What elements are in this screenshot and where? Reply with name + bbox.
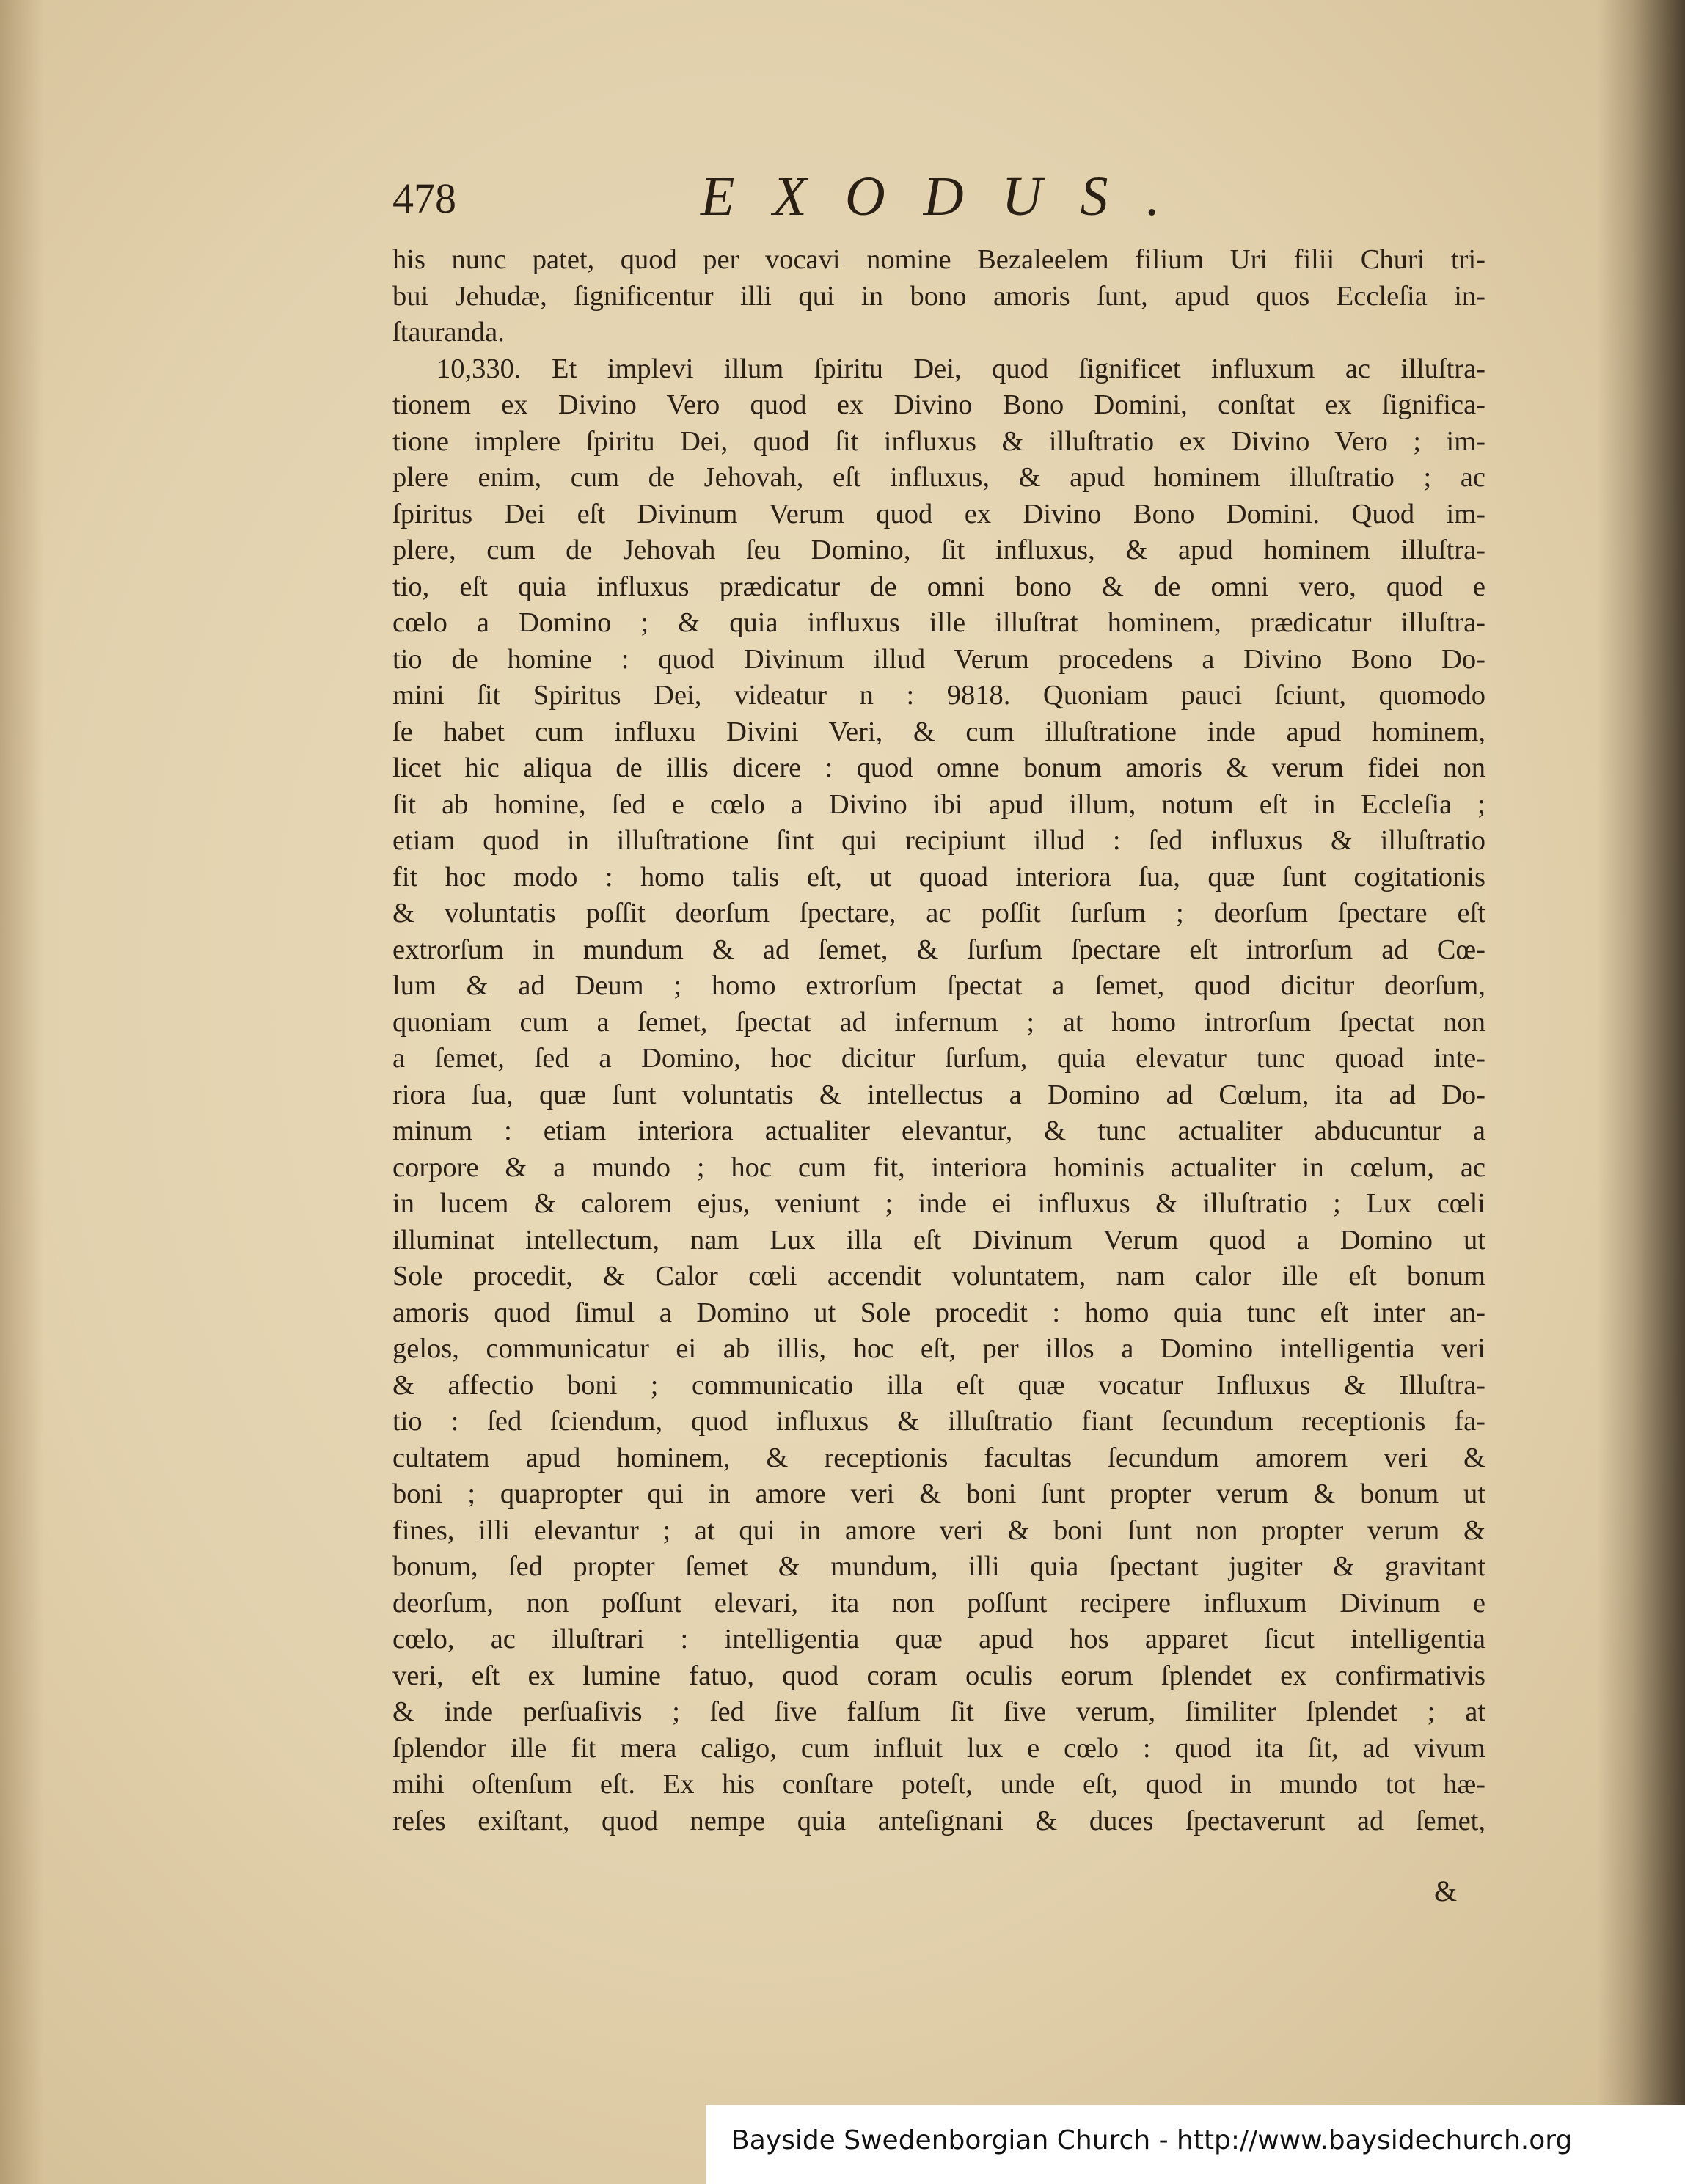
text-line: minum : etiam interiora actualiter elevantur, & tunc actualiter abducuntur a (392, 1115, 1485, 1146)
text-line: ſe habet cum influxu Divini Veri, & cum illuſtratione inde apud hominem, (392, 716, 1485, 747)
text-line: tio : ſed ſciendum, quod influxus & illuſtratio fiant ſecundum receptionis fa- (392, 1406, 1485, 1437)
text-line: amoris quod ſimul a Domino ut Sole procedit : homo quia tunc eſt inter an- (392, 1297, 1485, 1328)
text-line: & affectio boni ; communicatio illa eſt quæ vocatur Influxus & Illuſtra- (392, 1369, 1485, 1401)
page-left-edge (0, 0, 44, 2184)
text-line: reſes exiſtant, quod nempe quia anteſignani & duces ſpectaverunt ad ſemet, (392, 1805, 1485, 1836)
text-line: corpore & a mundo ; hoc cum fit, interiora hominis actualiter in cœlum, ac (392, 1151, 1485, 1183)
text-line: cœlo a Domino ; & quia influxus ille illuſtrat hominem, prædicatur illuſtra- (392, 607, 1485, 638)
text-line: ſit ab homine, ſed e cœlo a Divino ibi apud illum, notum eſt in Eccleſia ; (392, 788, 1485, 820)
text-line: riora ſua, quæ ſunt voluntatis & intellectus a Domino ad Cœlum, ita ad Do- (392, 1079, 1485, 1110)
text-line: in lucem & calorem ejus, veniunt ; inde ei influxus & illuſtratio ; Lux cœli (392, 1188, 1485, 1219)
text-line: etiam quod in illuſtratione ſint qui recipiunt illud : ſed influxus & illuſtratio (392, 825, 1485, 856)
text-line: tione implere ſpiritu Dei, quod ſit influxus & illuſtratio ex Divino Vero ; im- (392, 425, 1485, 457)
text-line: tio de homine : quod Divinum illud Verum procedens a Divino Bono Do- (392, 643, 1485, 675)
text-line: deorſum, non poſſunt elevari, ita non poſſunt recipere influxum Divinum e (392, 1587, 1485, 1619)
text-line: veri, eſt ex lumine fatuo, quod coram oculis eorum ſplendet ex confirmativis (392, 1660, 1485, 1691)
text-line: illuminat intellectum, nam Lux illa eſt Divinum Verum quod a Domino ut (392, 1224, 1485, 1256)
text-line: plere, cum de Jehovah ſeu Domino, ſit influxus, & apud hominem illuſtra- (392, 535, 1485, 565)
text-line: fit hoc modo : homo talis eſt, ut quoad interiora ſua, quæ ſunt cogitationis (392, 861, 1485, 893)
body-text (392, 242, 1485, 1839)
text-line: ſpiritus Dei eſt Divinum Verum quod ex Divino Bono Domini. Quod im- (392, 498, 1485, 529)
text-line: mini ſit Spiritus Dei, videatur n : 9818. Quoniam pauci ſciunt, quomodo (392, 680, 1485, 711)
page-header (392, 165, 1493, 246)
text-line: boni ; quapropter qui in amore veri & boni ſunt propter verum & bonum ut (392, 1478, 1485, 1509)
text-line: lum & ad Deum ; homo extrorſum ſpectat a ſemet, quod dicitur deorſum, (392, 970, 1485, 1001)
text-line: 10,330. Et implevi illum ſpiritu Dei, quod ſignificet influxum ac illuſtra- (436, 353, 1485, 384)
text-line: bonum, ſed propter ſemet & mundum, illi quia ſpectant jugiter & gravitant (392, 1551, 1485, 1582)
text-line: extrorſum in mundum & ad ſemet, & ſurſum ſpectare eſt introrſum ad Cœ- (392, 934, 1485, 965)
footer-banner (706, 2105, 1685, 2184)
text-line: cultatem apud hominem, & receptionis facultas ſecundum amorem veri & (392, 1442, 1485, 1473)
text-line: plere enim, cum de Jehovah, eſt influxus, & apud hominem illuſtratio ; ac (392, 462, 1485, 493)
text-line: Sole procedit, & Calor cœli accendit voluntatem, nam calor ille eſt bonum (392, 1261, 1485, 1291)
text-line: & voluntatis poſſit deorſum ſpectare, ac poſſit ſurſum ; deorſum ſpectare eſt (392, 898, 1485, 928)
catchword: & (1434, 1875, 1458, 1908)
text-line: his nunc patet, quod per vocavi nomine Bezaleelem filium Uri filii Churi tri- (392, 244, 1485, 275)
binding-gutter-shadow (1597, 0, 1685, 2184)
running-title: EXODUS. (701, 166, 1199, 227)
text-line: quoniam cum a ſemet, ſpectat ad infernum ; at homo introrſum ſpectat non (392, 1006, 1485, 1038)
text-line: bui Jehudæ, ſignificentur illi qui in bono amoris ſunt, apud quos Eccleſia in- (392, 280, 1485, 312)
text-line: tionem ex Divino Vero quod ex Divino Bono Domini, conſtat ex ſignifica- (392, 389, 1485, 420)
text-line: licet hic aliqua de illis dicere : quod omne bonum amoris & verum fidei non (392, 752, 1485, 783)
page-number: 478 (392, 175, 456, 222)
text-line: cœlo, ac illuſtrari : intelligentia quæ apud hos apparet ſicut intelligentia (392, 1624, 1485, 1655)
footer-credit-link[interactable]: Bayside Swedenborgian Church - http://www.baysidechurch.org (731, 2125, 1573, 2155)
text-line: tio, eſt quia influxus prædicatur de omni bono & de omni vero, quod e (392, 571, 1485, 602)
text-line: a ſemet, ſed a Domino, hoc dicitur ſurſum, quia elevatur tunc quoad inte- (392, 1043, 1485, 1074)
text-line: ſplendor ille fit mera caligo, cum influit lux e cœlo : quod ita ſit, ad vivum (392, 1732, 1485, 1764)
text-line: ſtauranda. (392, 317, 505, 348)
text-line: gelos, communicatur ei ab illis, hoc eſt, per illos a Domino intelligentia veri (392, 1333, 1485, 1364)
text-line: fines, illi elevantur ; at qui in amore veri & boni ſunt non propter verum & (392, 1514, 1485, 1546)
text-line: mihi oſtenſum eſt. Ex his conſtare poteſt, unde eſt, quod in mundo tot hæ- (392, 1769, 1485, 1800)
text-line: & inde perſuaſivis ; ſed ſive falſum ſit ſive verum, ſimiliter ſplendet ; at (392, 1696, 1485, 1727)
